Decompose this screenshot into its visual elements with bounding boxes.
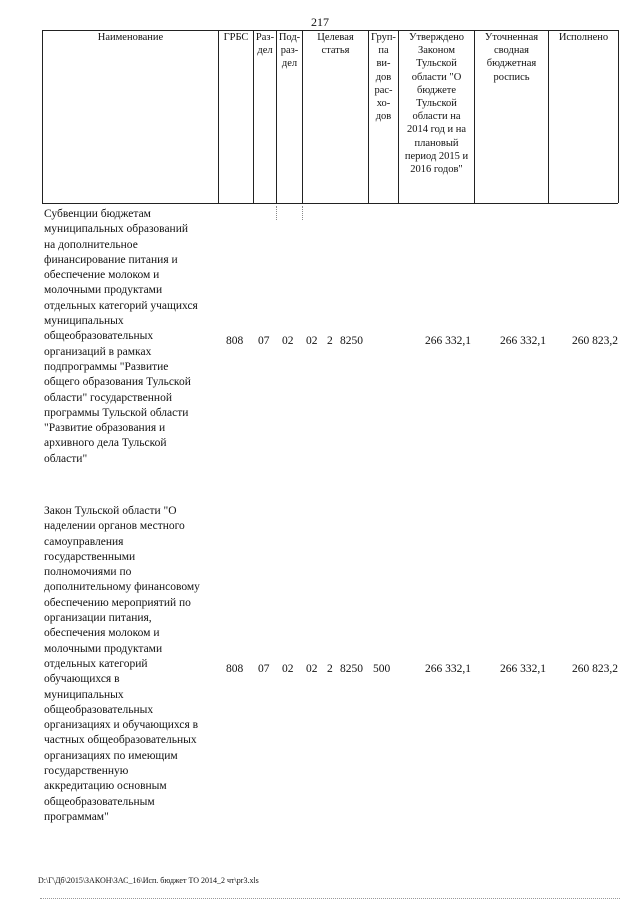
scan-edge-line [40, 898, 620, 899]
row-article-part1: 02 [306, 335, 318, 347]
header-razdel: Раз- дел [255, 32, 275, 57]
row-executed: 260 823,2 [572, 663, 618, 675]
row-razdel: 07 [258, 335, 270, 347]
row-executed: 260 823,2 [572, 335, 618, 347]
row-name: Закон Тульской области "О наделении органов местного самоуправления государственными полномочиями по дополнительному финансовому обеспечению мероприятий по организации питания, обеспечения молоком и молочными продуктами отдельных категорий обучающихся в муниципальных общеобразовательных организациях и обучающихся в частных общеобразовательных организациях по имеющим государственную аккредитацию основным общеобразовательным программам" [44, 505, 200, 823]
row-approved: 266 332,1 [425, 663, 471, 675]
row-podrazdel: 02 [282, 335, 294, 347]
row-grbs: 808 [226, 335, 244, 347]
row-approved: 266 332,1 [425, 335, 471, 347]
row-podrazdel: 02 [282, 663, 294, 675]
column-tick [302, 206, 303, 220]
header-expense-group: Груп- па ви- дов рас- хо- дов [371, 32, 396, 123]
header-name: Наименование [97, 32, 164, 43]
row-article-part3: 8250 [340, 335, 363, 347]
column-divider [218, 30, 219, 203]
column-divider [618, 30, 619, 203]
header-grbs: ГРБС [223, 32, 249, 43]
header-target-article: Целевая статья [317, 32, 354, 57]
row-article-part3: 8250 [340, 663, 363, 675]
footer-file-path: D:\Г\Дб\2015\ЗАКОН\ЗАС_16\Исп. бюджет ТО 2014_2 чт\pr3.xls [38, 876, 259, 885]
header-executed: Исполнено [558, 32, 609, 43]
header-bottom-border [42, 203, 618, 204]
header-podrazdel: Под- раз- дел [278, 32, 301, 70]
row-article-part2: 2 [327, 335, 333, 347]
row-name: Субвенции бюджетам муниципальных образований на дополнительное финансирование питания и обеспечение молоком и молочными продуктами отдельных категорий учащихся муниципальных общеобразовательных организаций в рамках подпрограммы "Развитие общего образования Тульской области" государственной программы Тульской области "Развитие образования и архивного дела Тульской области" [44, 208, 198, 465]
header-refined: Уточненная сводная бюджетная роспись [484, 32, 539, 83]
row-refined: 266 332,1 [500, 663, 546, 675]
column-divider [548, 30, 549, 203]
row-refined: 266 332,1 [500, 335, 546, 347]
header-approved: Утверждено Законом Тульской области "О бюджете Тульской области на 2014 год и на плановый период 2015 и 2016 годов" [404, 32, 469, 176]
column-tick [276, 206, 277, 220]
page-number: 217 [311, 15, 329, 29]
row-expense-group: 500 [373, 663, 391, 675]
row-article-part2: 2 [327, 663, 333, 675]
row-razdel: 07 [258, 663, 270, 675]
row-grbs: 808 [226, 663, 244, 675]
column-divider [42, 30, 43, 203]
row-article-part1: 02 [306, 663, 318, 675]
